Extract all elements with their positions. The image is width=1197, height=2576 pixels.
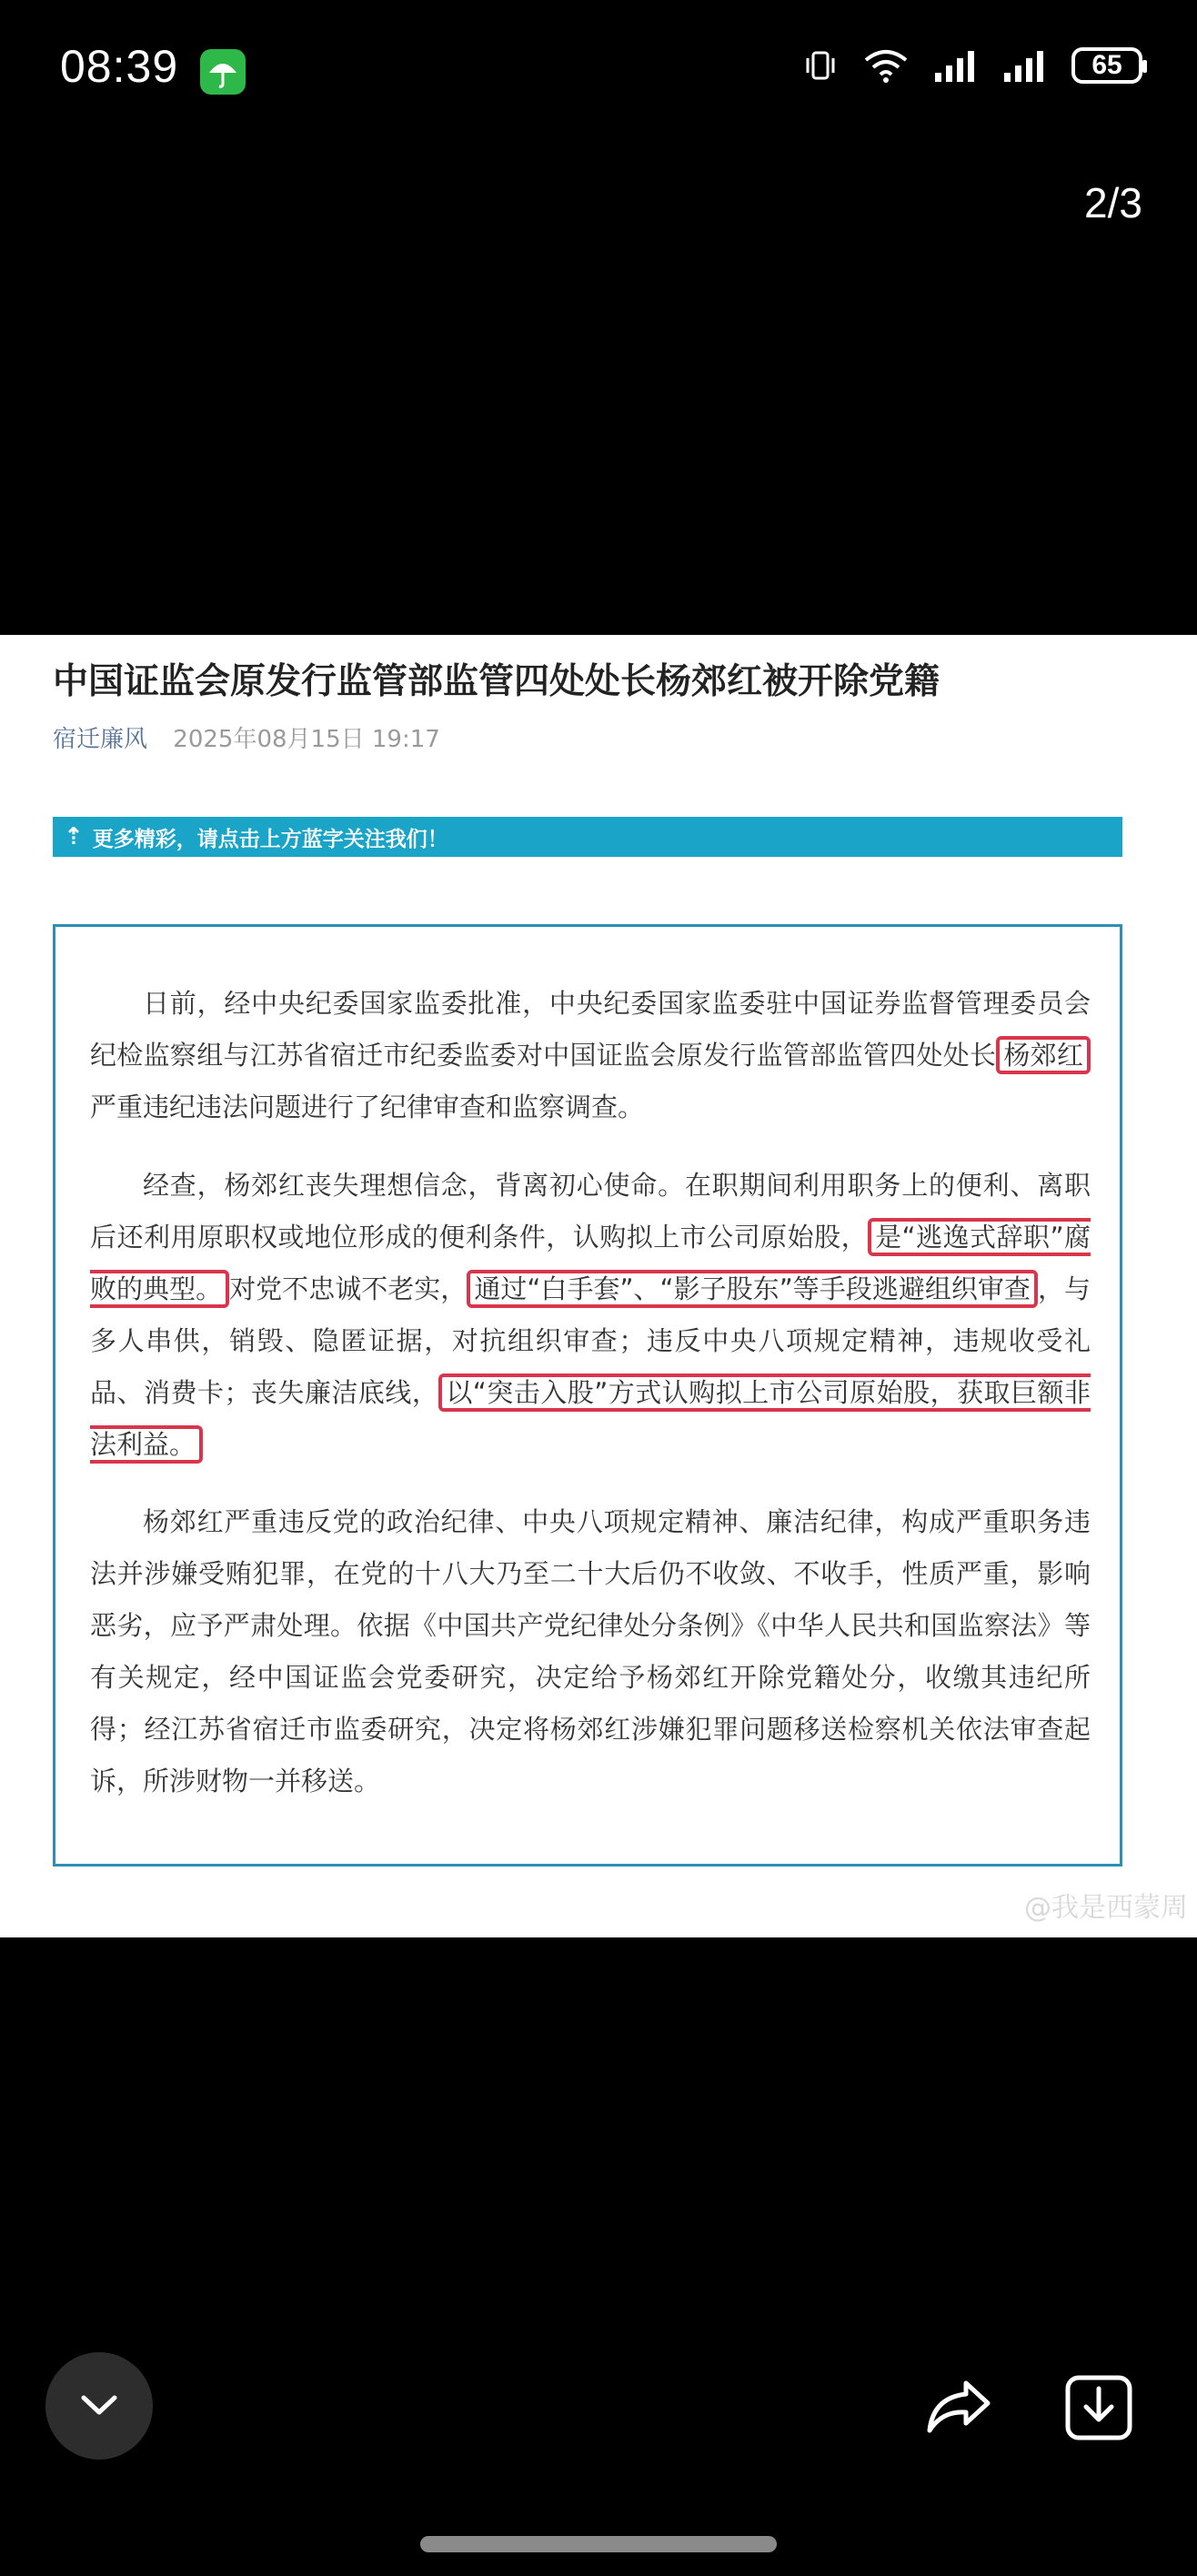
article-title: 中国证监会原发行监管部监管四处处长杨郊红被开除党籍 — [53, 661, 940, 702]
p2-text-a: 经查，杨郊红丧失理想信念，背离初心使命。在职期间利用职务上的便利、离职后还利用原职权或地位形成的便利条件，认购拟上市公司原始股， — [90, 1170, 1091, 1253]
status-icons — [802, 47, 1142, 84]
article-meta — [53, 720, 440, 754]
article-source: 宿迁廉风 — [53, 726, 148, 753]
p3-text: 杨郊红严重违反党的政治纪律、中央八项规定精神、廉洁纪律，构成严重职务违法并涉嫌受贿犯罪，在党的十八大乃至二十大后仍不收敛、不收手，性质严重，影响恶劣，应予严肃处理。依据《中国共产党纪律处分条例》《中华人民共和国监察法》等有关规定，经中国证监会党委研究，决定给予杨郊红开除党籍处分，收缴其违纪所得；经江苏省宿迁市监委研究，决定将杨郊红涉嫌犯罪问题移送检察机关依法审查起诉，所涉财物一并移送。 — [90, 1506, 1091, 1796]
highlight-name: 杨郊红 — [996, 1036, 1091, 1074]
p2-text-c: ，与多人串供，销毁、隐匿证据，对抗组织审查；违反中央八项规定精神，违规收受礼品、消费卡；丧失廉洁底线， — [90, 1273, 1091, 1408]
p1-text-a: 日前，经中央纪委国家监委批准，中央纪委国家监委驻中国证券监督管理委员会纪检监察组与江苏省宿迁市纪委监委对中国证监会原发行监管部监管四处处长 — [90, 988, 1091, 1071]
banner-text: 更多精彩，请点击上方蓝字关注我们！ — [92, 827, 448, 851]
article-image[interactable] — [0, 635, 1197, 1937]
wifi-icon — [860, 47, 911, 84]
signal-icon — [1002, 47, 1050, 84]
share-button[interactable] — [922, 2374, 995, 2438]
p1-text-b: 严重违纪违法问题进行了纪律审查和监察调查。 — [90, 1092, 645, 1122]
up-arrow-icon: ⇡ — [64, 823, 84, 850]
highlight-white-gloves: 通过“白手套”、“影子股东”等手段逃避组织审查 — [467, 1270, 1038, 1308]
watermark: @我是西蒙周 — [1024, 1892, 1188, 1924]
download-icon — [1062, 2370, 1135, 2443]
battery-level: 65 — [1091, 50, 1122, 80]
umbrella-icon — [200, 49, 246, 95]
paragraph-1 — [90, 978, 1091, 1133]
follow-banner — [53, 817, 1122, 857]
highlight-surprise-shares: 以“突击入股”方式认购拟上市公司原始股，获取巨额非法利益。 — [90, 1374, 1091, 1464]
share-icon — [922, 2374, 995, 2438]
article-date: 2025年08月15日 19:17 — [173, 726, 440, 753]
page-counter: 2/3 — [1084, 179, 1142, 226]
battery-icon — [1071, 47, 1142, 84]
collapse-button[interactable] — [45, 2352, 153, 2460]
vibrate-icon — [802, 47, 839, 84]
status-time: 08:39 — [60, 41, 179, 92]
highlight-escape-resignation: 是“逃逸式辞职”腐败的典型。 — [90, 1218, 1091, 1308]
chevron-down-icon — [76, 2392, 122, 2420]
article-body-frame — [53, 924, 1122, 1867]
home-indicator[interactable] — [420, 2536, 777, 2552]
paragraph-2 — [90, 1160, 1091, 1471]
signal-icon — [933, 47, 981, 84]
download-button[interactable] — [1062, 2370, 1135, 2443]
paragraph-3 — [90, 1496, 1091, 1807]
p2-text-b: 对党不忠诚不老实， — [229, 1273, 468, 1304]
